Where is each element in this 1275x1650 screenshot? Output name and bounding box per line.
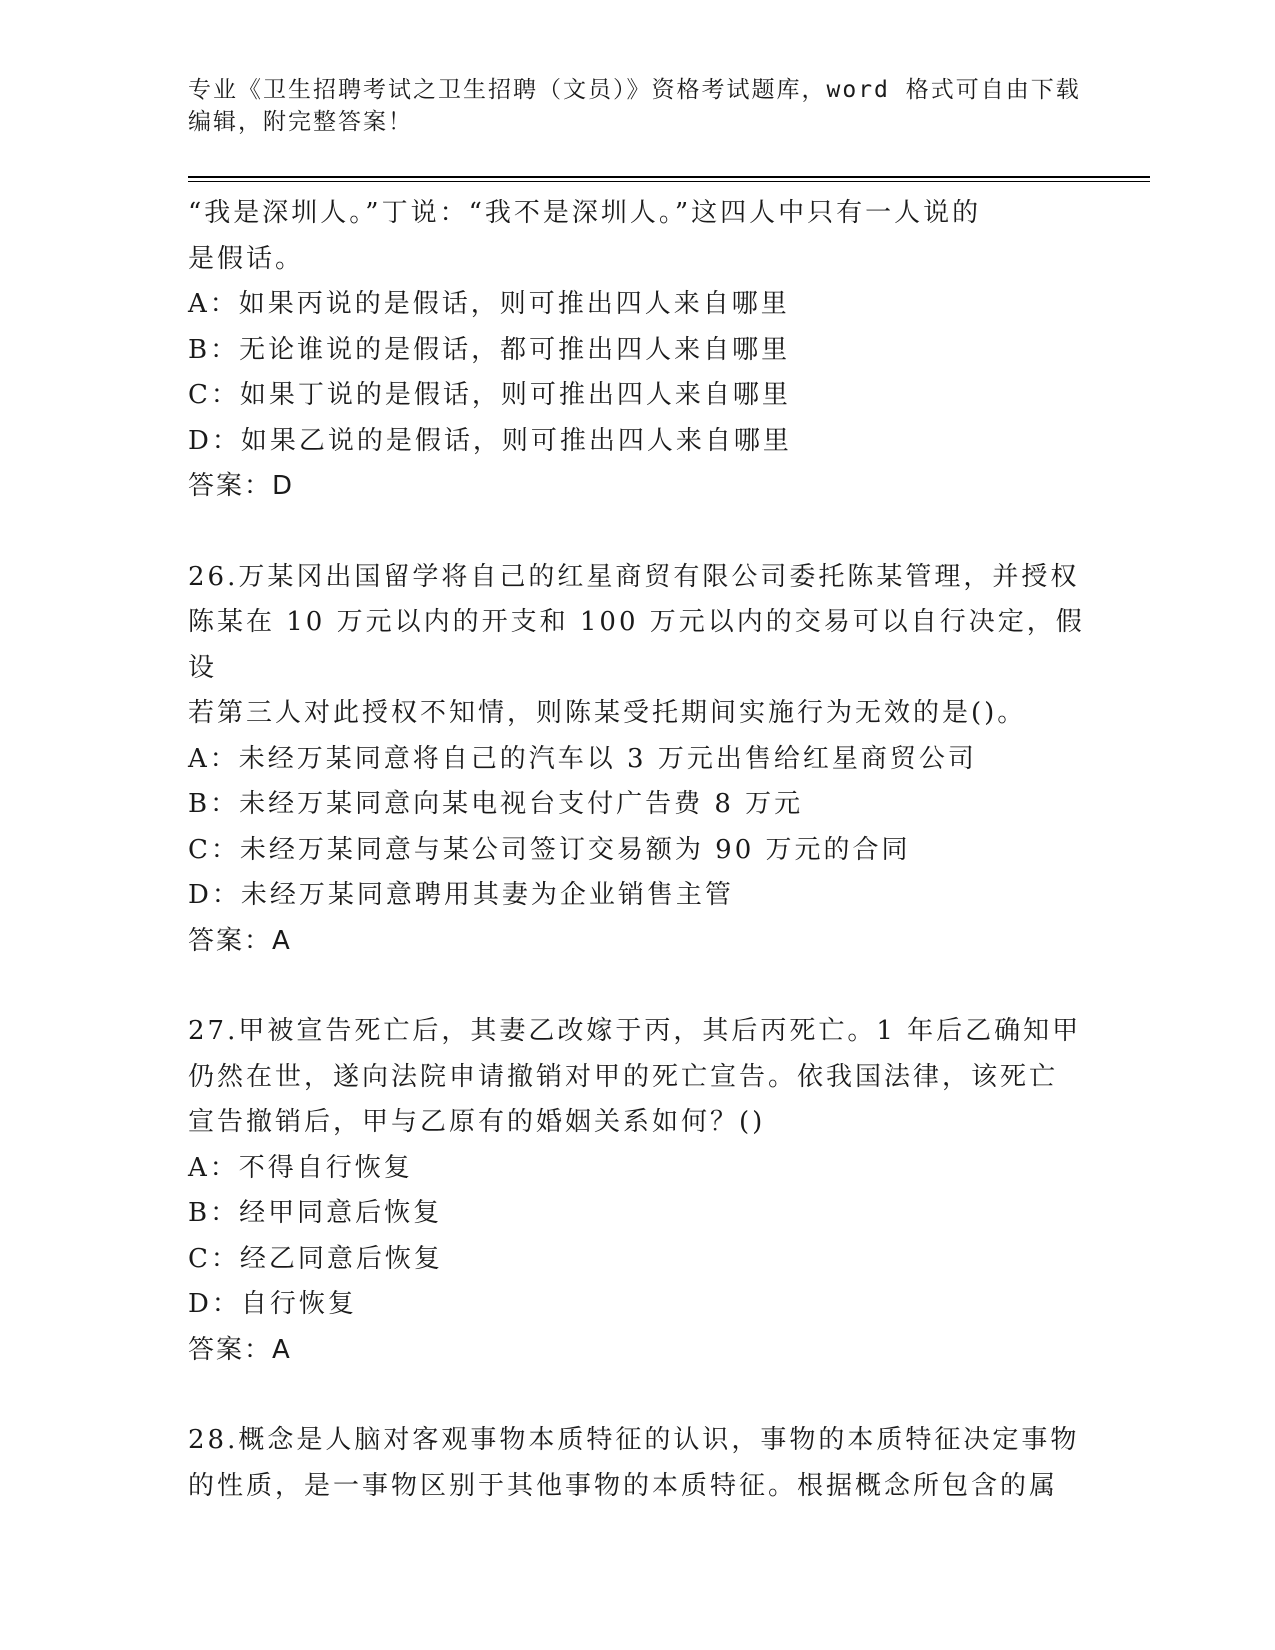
- header-line-2: 编辑，附完整答案！: [188, 109, 413, 135]
- option-c: C：如果丁说的是假话，则可推出四人来自哪里: [188, 380, 791, 410]
- option-d: D：未经万某同意聘用其妻为企业销售主管: [188, 880, 734, 910]
- option-b: B：经甲同意后恢复: [188, 1198, 443, 1228]
- document-body: [188, 191, 1088, 1509]
- option-a: A：未经万某同意将自己的汽车以 3 万元出售给红星商贸公司: [188, 743, 977, 774]
- question-stem-line: 是假话。: [188, 243, 305, 274]
- question-25: [188, 191, 1088, 510]
- option-b: B：未经万某同意向某电视台支付广告费 8 万元: [188, 789, 804, 819]
- answer-line: 答案：A: [188, 1334, 292, 1365]
- option-a: A：如果丙说的是假话，则可推出四人来自哪里: [188, 289, 790, 319]
- header-line-1: 专业《卫生招聘考试之卫生招聘（文员）》资格考试题库，word 格式可自由下载: [188, 77, 1081, 103]
- option-b: B：无论谁说的是假话，都可推出四人来自哪里: [188, 334, 791, 365]
- option-c: C：经乙同意后恢复: [188, 1243, 443, 1274]
- document-header: [188, 74, 1088, 138]
- option-c: C：未经万某同意与某公司签订交易额为 90 万元的合同: [188, 834, 911, 865]
- question-stem-line: 若第三人对此授权不知情，则陈某受托期间实施行为无效的是()。: [188, 698, 1027, 728]
- question-stem-line: 26.万某冈出国留学将自己的红星商贸有限公司委托陈某管理，并授权: [188, 561, 1080, 592]
- question-28: [188, 1418, 1088, 1509]
- question-26: [188, 555, 1088, 965]
- question-stem-line: “我是深圳人。”丁说：“我不是深圳人。”这四人中只有一人说的: [188, 198, 982, 228]
- question-stem-line: 宣告撤销后，甲与乙原有的婚姻关系如何？(): [188, 1107, 766, 1137]
- answer-line: 答案：D: [188, 471, 295, 501]
- option-a: A：不得自行恢复: [188, 1152, 413, 1183]
- question-27: [188, 1009, 1088, 1373]
- question-stem-line: 27.甲被宣告死亡后，其妻乙改嫁于丙，其后丙死亡。1 年后乙确知甲: [188, 1016, 1082, 1046]
- question-stem-line: 陈某在 10 万元以内的开支和 100 万元以内的交易可以自行决定，假设: [188, 607, 1085, 683]
- question-stem-line: 28.概念是人脑对客观事物本质特征的认识，事物的本质特征决定事物: [188, 1425, 1080, 1455]
- option-d: D：自行恢复: [188, 1289, 357, 1319]
- header-divider-thick: [188, 176, 1150, 178]
- answer-line: 答案：A: [188, 925, 292, 956]
- question-stem-line: 的性质，是一事物区别于其他事物的本质特征。根据概念所包含的属: [188, 1470, 1059, 1501]
- header-divider-thin: [188, 181, 1150, 182]
- option-d: D：如果乙说的是假话，则可推出四人来自哪里: [188, 425, 792, 456]
- question-stem-line: 仍然在世，遂向法院申请撤销对甲的死亡宣告。依我国法律，该死亡: [188, 1061, 1059, 1092]
